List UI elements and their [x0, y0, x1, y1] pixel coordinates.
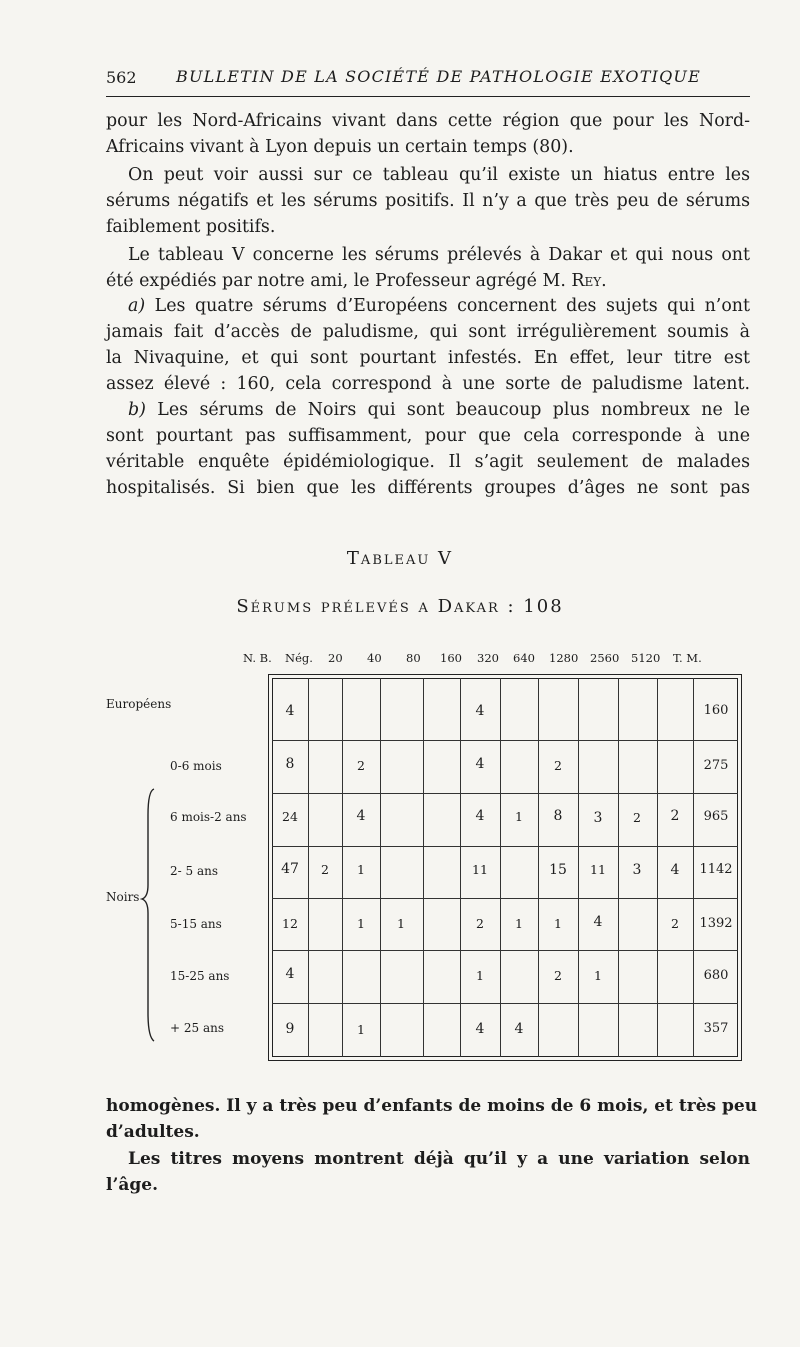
row-label: 15-25 ans [170, 969, 230, 983]
table-cell: 3 [632, 862, 642, 878]
table-cell: 1 [515, 809, 523, 824]
table-cell: 2 [554, 968, 562, 983]
text-line: Africains vivant à Lyon depuis un certain temps (80). [106, 137, 574, 157]
text-line [106, 268, 750, 294]
table-cell: 4 [475, 1021, 485, 1037]
row-label: 5-15 ans [170, 917, 222, 931]
text-line: faiblement positifs. [106, 217, 276, 237]
text-fragment: Les quatre sérums d’Européens concernent des sujets qui n’ont [145, 296, 750, 316]
table-cell: 1 [397, 916, 405, 931]
text-line: Les titres moyens montrent déjà qu’il y a une variation selon [128, 1149, 750, 1169]
text-line: véritable enquête épidémiologique. Il s’agit seulement de malades [106, 452, 750, 472]
col-header: 160 [440, 651, 462, 665]
page-number: 562 [106, 68, 137, 87]
row-divider [272, 950, 738, 951]
table-cell: 4 [475, 808, 485, 824]
paragraph-5 [106, 397, 750, 501]
paragraph-after-2 [106, 1146, 750, 1198]
table-cell: 24 [282, 809, 298, 824]
text-fragment: Les sérums de Noirs qui sont beaucoup plus nombreux ne le [145, 400, 750, 420]
table-cell: 1 [476, 968, 484, 983]
row-label: 2- 5 ans [170, 864, 218, 878]
table-cell: 8 [285, 756, 295, 772]
text-line: d’adultes. [106, 1122, 200, 1142]
table-cell: 9 [285, 1021, 295, 1037]
table-cell: 47 [281, 861, 299, 877]
table-cell: 1 [594, 968, 602, 983]
paragraph-after-1 [106, 1093, 758, 1145]
table-cell: 8 [553, 808, 563, 824]
col-header: 80 [406, 651, 421, 665]
author-name: Rey. [571, 271, 607, 291]
col-header: 40 [367, 651, 382, 665]
table-cell: 1 [554, 916, 562, 931]
row-label: 0-6 mois [170, 759, 222, 773]
table-cell: 11 [590, 862, 606, 877]
table-cell: 2 [671, 916, 679, 931]
table-title [0, 548, 800, 569]
row-label: + 25 ans [170, 1021, 224, 1035]
table-cell: 680 [703, 968, 729, 983]
text-line: jamais fait d’accès de paludisme, qui sont irrégulièrement soumis à [106, 322, 750, 342]
col-header: 640 [513, 651, 535, 665]
column-divider [500, 678, 501, 1057]
noirs-brace [140, 785, 160, 1045]
table-cell: 3 [593, 810, 603, 826]
table-cell: 2 [633, 810, 641, 825]
table-cell: 4 [593, 914, 603, 930]
table-title-text: Tableau V [346, 548, 454, 569]
text-line [106, 397, 750, 423]
list-marker: b) [128, 400, 146, 420]
row-label: 6 mois-2 ans [170, 810, 247, 824]
table-cell: 4 [285, 703, 295, 719]
row-divider [272, 740, 738, 741]
row-divider [272, 793, 738, 794]
row-divider [272, 1003, 738, 1004]
table-cell: 15 [549, 862, 567, 878]
paragraph-4 [106, 293, 750, 397]
paragraph-3 [106, 242, 750, 294]
col-header: T. M. [673, 651, 702, 665]
text-line: Le tableau V concerne les sérums prélevés à Dakar et qui nous ont [128, 245, 750, 265]
table-cell: 2 [357, 758, 365, 773]
journal-title: BULLETIN DE LA SOCIÉTÉ DE PATHOLOGIE EXOTIQUE [176, 67, 701, 86]
text-line: On peut voir aussi sur ce tableau qu’il existe un hiatus entre les [128, 165, 750, 185]
col-header: 5120 [631, 651, 661, 665]
table-cell: 4 [475, 756, 485, 772]
table-cell: 275 [703, 758, 729, 773]
table-cell: 4 [475, 703, 485, 719]
table-cell: 1 [515, 916, 523, 931]
table-cell: 357 [703, 1021, 729, 1036]
table-cell: 2 [554, 758, 562, 773]
text-line: hospitalisés. Si bien que les différents groupes d’âges ne sont pas [106, 478, 750, 498]
table-subtitle-text: Sérums prélevés a Dakar [236, 596, 500, 617]
text-line: homogènes. Il y a très peu d’enfants de moins de 6 mois, et très peu [106, 1096, 758, 1116]
paragraph-2 [106, 162, 750, 240]
text-line: assez élevé : 160, cela correspond à une sorte de paludisme latent. [106, 374, 750, 394]
list-marker: a) [128, 296, 146, 316]
text-line: sont pourtant pas suffisamment, pour que cela corresponde à une [106, 426, 750, 446]
table-cell: 1142 [699, 862, 733, 877]
row-divider [272, 898, 738, 899]
table-cell: 12 [282, 916, 298, 931]
column-divider [423, 678, 424, 1057]
table-subtitle-count: : 108 [507, 596, 564, 617]
table-cell: 1 [357, 916, 365, 931]
table-cell: 4 [514, 1021, 524, 1037]
col-header: 1280 [549, 651, 579, 665]
table-cell: 4 [670, 862, 680, 878]
text-line [106, 293, 750, 319]
table-cell: 4 [356, 808, 366, 824]
table-cell: 11 [472, 862, 488, 877]
text-fragment: été expédiés par notre ami, le Professeur agrégé M. [106, 271, 572, 291]
text-line: la Nivaquine, et qui sont pourtant infestés. En effet, leur titre est [106, 348, 750, 368]
table-cell: 2 [476, 916, 484, 931]
group-label-noirs: Noirs [106, 890, 140, 904]
table-cell: 4 [285, 966, 295, 982]
text-line: pour les Nord-Africains vivant dans cette région que pour les Nord- [106, 111, 750, 131]
text-line: l’âge. [106, 1175, 159, 1195]
paragraph-1 [106, 108, 750, 160]
header-rule [106, 96, 750, 97]
table-cell: 1 [357, 1022, 365, 1037]
table-cell: 2 [321, 862, 329, 877]
table-cell: 1392 [699, 916, 733, 931]
group-label-europeens: Européens [106, 697, 172, 711]
row-divider [272, 846, 738, 847]
col-header: 20 [328, 651, 343, 665]
table-subtitle [0, 596, 800, 617]
text-line: sérums négatifs et les sérums positifs. Il n’y a que très peu de sérums [106, 191, 750, 211]
col-header: 2560 [590, 651, 620, 665]
col-header: Nég. [285, 651, 313, 665]
table-cell: 1 [357, 862, 365, 877]
col-header: N. B. [243, 651, 272, 665]
table-cell: 965 [703, 809, 729, 824]
table-cell: 160 [703, 703, 729, 718]
col-header: 320 [477, 651, 499, 665]
table-cell: 2 [670, 808, 680, 824]
